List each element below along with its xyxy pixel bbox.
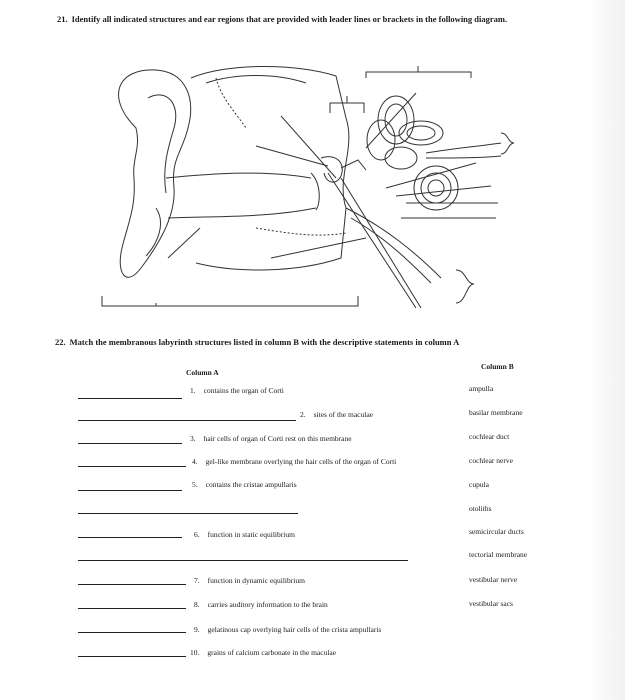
term-item: basilar membrane (469, 408, 523, 417)
answer-blank[interactable] (78, 466, 186, 467)
statement-3 (190, 434, 352, 443)
statement-number: 8. (194, 600, 200, 609)
answer-blank[interactable] (78, 537, 182, 538)
ear-diagram (96, 58, 526, 318)
statement-text: function in static equilibrium (207, 530, 295, 539)
statement-text: gelatinous cap overlying hair cells of the crista ampullaris (207, 625, 382, 634)
answer-blank[interactable] (78, 584, 186, 585)
statement-number: 3. (190, 434, 196, 443)
statement-text: hair cells of organ of Corti rest on this membrane (203, 434, 352, 443)
statement-number: 6. (194, 530, 200, 539)
statement-number: 9. (194, 625, 200, 634)
auricle (119, 70, 191, 277)
statement-number: 10. (190, 648, 200, 657)
statement-text: contains the organ of Corti (203, 386, 284, 395)
question-22-text: Match the membranous labyrinth structures listed in column B with the descriptive statements in column A (69, 337, 460, 347)
term-item: vestibular sacs (469, 599, 513, 608)
statement-1 (190, 386, 284, 395)
answer-blank[interactable] (78, 560, 408, 561)
statement-text: contains the cristae ampullaris (205, 480, 297, 489)
statement-7 (194, 576, 305, 585)
term-item: cupula (469, 480, 489, 489)
statement-8 (194, 600, 328, 609)
answer-blank[interactable] (78, 420, 296, 421)
question-22-number: 22. (55, 337, 66, 347)
term-item: otoliths (469, 504, 492, 513)
bracket-right (501, 133, 514, 154)
bracket-outer-ear (102, 296, 358, 306)
statement-10 (190, 648, 336, 657)
answer-blank[interactable] (78, 443, 182, 444)
statement-number: 5. (192, 480, 198, 489)
answer-blank[interactable] (78, 656, 186, 657)
statement-5 (192, 480, 297, 489)
answer-blank[interactable] (78, 608, 186, 609)
bracket-bottom-right (456, 270, 474, 303)
column-a-header: Column A (186, 368, 219, 377)
statement-number: 7. (194, 576, 200, 585)
statement-number: 1. (190, 386, 196, 395)
statement-4 (192, 457, 396, 466)
term-item: vestibular nerve (469, 575, 518, 584)
statement-text: carries auditory information to the brain (207, 600, 328, 609)
statement-text: sites of the maculae (313, 410, 373, 419)
question-22 (55, 337, 459, 347)
statement-text: grains of calcium carbonate in the maculae (207, 648, 337, 657)
term-item: tectorial membrane (469, 550, 528, 559)
statement-9 (194, 625, 381, 634)
term-item: ampulla (469, 384, 494, 393)
term-item: semicircular ducts (469, 527, 524, 536)
tympanic-membrane (311, 173, 319, 210)
answer-blank[interactable] (78, 490, 182, 491)
external-auditory-canal (166, 173, 311, 178)
answer-blank[interactable] (78, 398, 182, 399)
bracket-inner-ear (366, 72, 471, 78)
column-b-header: Column B (481, 362, 514, 371)
statement-2 (300, 410, 373, 419)
term-item: cochlear nerve (469, 456, 513, 465)
statement-text: function in dynamic equilibrium (207, 576, 305, 585)
question-21-text: Identify all indicated structures and ear regions that are provided with leader lines or brackets in the following diagram. (71, 14, 508, 24)
statement-number: 2. (300, 410, 306, 419)
bracket-middle-ear (330, 103, 364, 113)
answer-blank[interactable] (78, 632, 186, 633)
answer-blank[interactable] (78, 513, 298, 514)
statement-6 (194, 530, 295, 539)
term-item: cochlear duct (469, 432, 510, 441)
statement-text: gel-like membrane overlying the hair cells of the organ of Corti (205, 457, 397, 466)
question-21-number: 21. (57, 14, 68, 24)
statement-number: 4. (192, 457, 198, 466)
question-21 (57, 14, 507, 24)
